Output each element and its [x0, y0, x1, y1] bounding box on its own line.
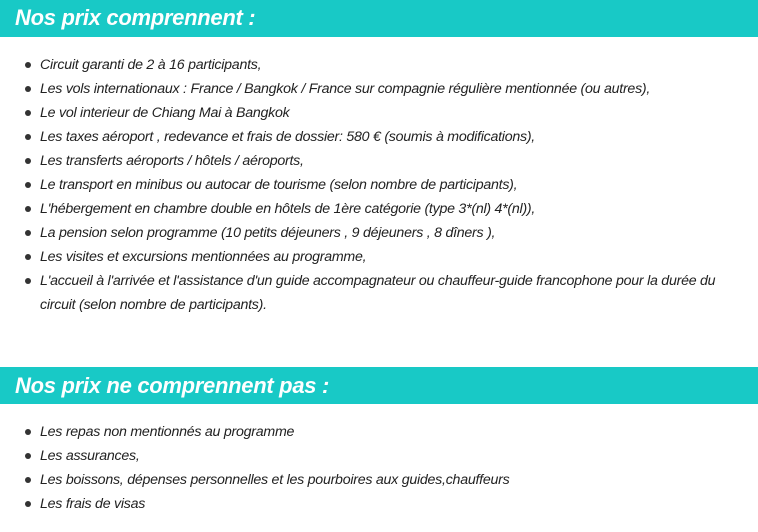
bullet-icon [25, 429, 31, 435]
excluded-list [0, 420, 758, 516]
list-item [0, 221, 758, 245]
bullet-icon [25, 278, 31, 284]
bullet-icon [25, 182, 31, 188]
list-item [0, 269, 758, 317]
bullet-icon [25, 86, 31, 92]
included-list [0, 53, 758, 317]
list-item [0, 53, 758, 77]
list-item-text: Les taxes aéroport , redevance et frais de dossier: 580 € (soumis à modifications), [40, 129, 535, 145]
excluded-section-title: Nos prix ne comprennent pas : [15, 373, 330, 398]
list-item [0, 125, 758, 149]
list-item-text: Les transferts aéroports / hôtels / aéroports, [40, 153, 304, 169]
list-item [0, 149, 758, 173]
list-item [0, 197, 758, 221]
list-item [0, 101, 758, 125]
bullet-icon [25, 110, 31, 116]
bullet-icon [25, 158, 31, 164]
list-item-text: Les boissons, dépenses personnelles et les pourboires aux guides,chauffeurs [40, 472, 510, 488]
list-item [0, 77, 758, 101]
list-item-text: L'accueil à l'arrivée et l'assistance d'un guide accompagnateur ou chauffeur-guide francophone pour la durée du circuit (selon nombre de participants). [40, 273, 716, 313]
bullet-icon [25, 254, 31, 260]
bullet-icon [25, 62, 31, 68]
bullet-icon [25, 453, 31, 459]
list-item [0, 420, 758, 444]
list-item-text: L'hébergement en chambre double en hôtels de 1ère catégorie (type 3*(nl) 4*(nl)), [40, 201, 536, 217]
bullet-icon [25, 206, 31, 212]
list-item-text: Le vol interieur de Chiang Mai à Bangkok [40, 105, 290, 121]
list-item-text: Le transport en minibus ou autocar de tourisme (selon nombre de participants), [40, 177, 518, 193]
list-item-text: La pension selon programme (10 petits déjeuners , 9 déjeuners , 8 dîners ), [40, 225, 496, 241]
list-item [0, 444, 758, 468]
list-item-text: Les visites et excursions mentionnées au programme, [40, 249, 367, 265]
list-item [0, 173, 758, 197]
bullet-icon [25, 477, 31, 483]
list-item-text: Circuit garanti de 2 à 16 participants, [40, 57, 262, 73]
list-item [0, 468, 758, 492]
list-item [0, 492, 758, 516]
list-item-text: Les vols internationaux : France / Bangkok / France sur compagnie régulière mentionnée (ou autres), [40, 81, 651, 97]
bullet-icon [25, 501, 31, 507]
bullet-icon [25, 230, 31, 236]
bullet-icon [25, 134, 31, 140]
list-item-text: Les repas non mentionnés au programme [40, 424, 295, 440]
included-section-title: Nos prix comprennent : [15, 5, 256, 30]
list-item [0, 245, 758, 269]
list-item-text: Les assurances, [40, 448, 140, 464]
excluded-section-header [0, 367, 758, 404]
included-section-header [0, 0, 758, 37]
list-item-text: Les frais de visas [40, 496, 146, 512]
